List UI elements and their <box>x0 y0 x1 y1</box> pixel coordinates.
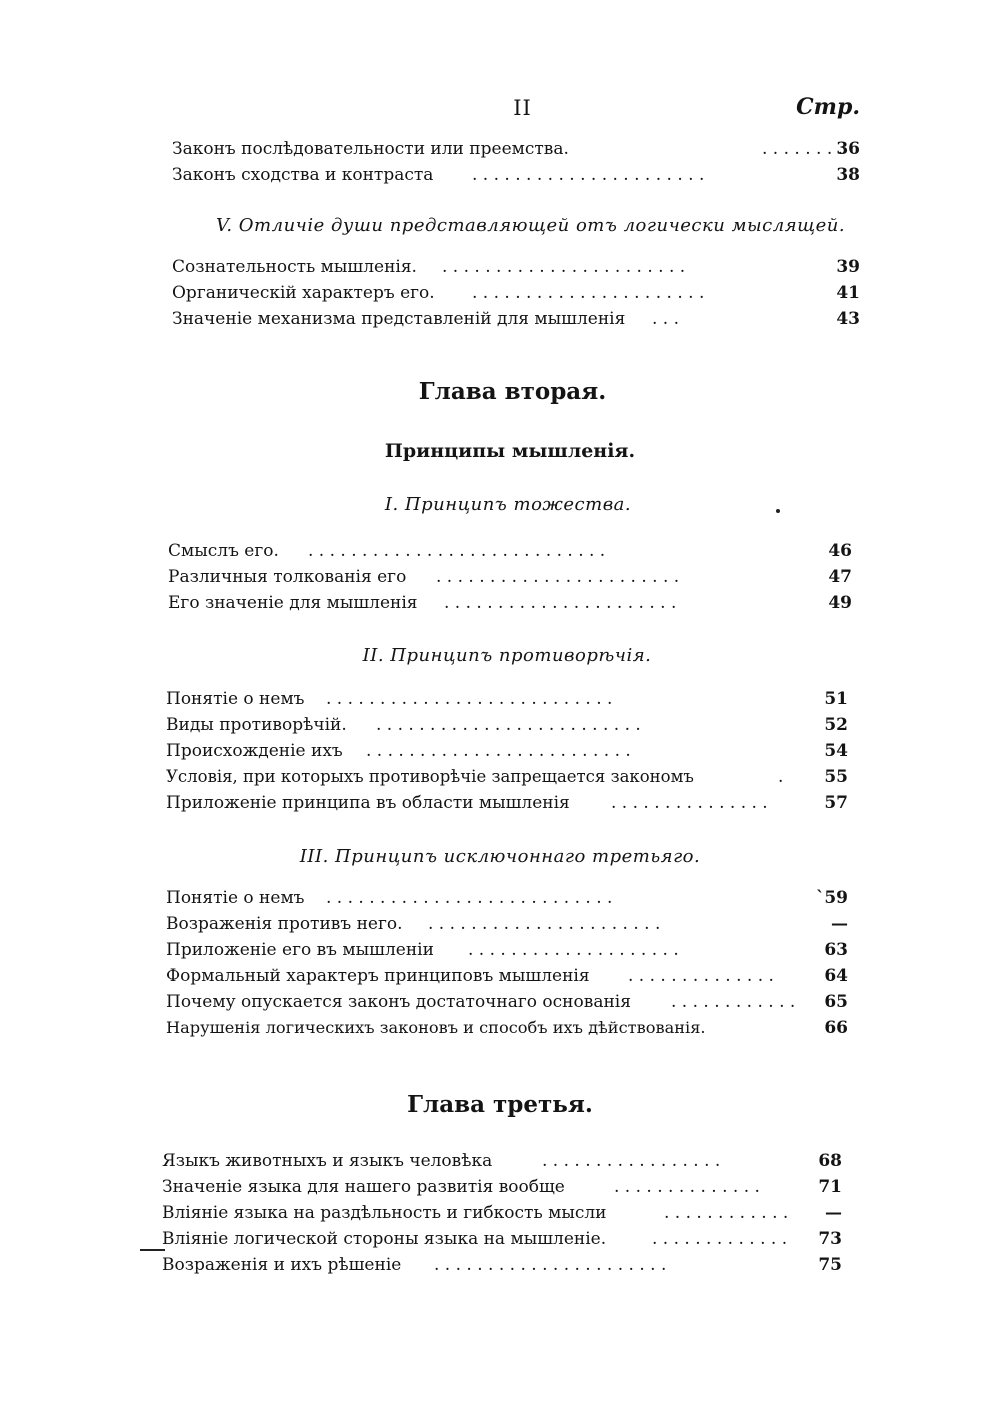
toc-entry-text: Условія, при которыхъ противорѣчіе запрещается закономъ <box>166 767 694 786</box>
toc-entry-text: Органическій характеръ его. <box>172 283 435 303</box>
leader-dots: . . . . . . . . . . . . <box>664 1203 789 1223</box>
section-title: I. Принципъ тожества. <box>384 494 632 515</box>
toc-entry-page: — <box>825 1203 842 1223</box>
leader-dots: . . . . . . . . . . . . . . . . . . . . . . . <box>442 257 686 277</box>
leader-dots: . . . . . . . . . . . . . . <box>628 966 774 986</box>
toc-entry-page: 73 <box>818 1229 842 1249</box>
chapter-title: Глава вторая. <box>418 378 607 405</box>
leader-dots: . . . . . . . . . . . . . . . . . . . . . . <box>472 283 705 303</box>
leader-dots: . . . . . . . . . . . . . . . . . . . . . . . . . . . <box>326 689 613 709</box>
toc-entry-text: Различныя толкованія его <box>168 567 407 587</box>
toc-entry-page: 63 <box>824 940 848 960</box>
toc-entry-page: 54 <box>824 741 848 761</box>
toc-entry-text: Виды противорѣчій. <box>166 715 347 735</box>
toc-entry-text: Законъ сходства и контраста <box>172 165 434 185</box>
toc-entry-page: 64 <box>824 966 848 986</box>
page-number: II <box>513 96 532 120</box>
leader-dots: . . . . . . . . . . . . . . . . . . . . . . . . . <box>376 715 641 735</box>
toc-entry-page: 71 <box>818 1177 842 1197</box>
toc-entry-text: Почему опускается законъ достаточнаго основанія <box>166 992 631 1012</box>
toc-entry-text: Приложеніе его въ мышленіи <box>166 940 434 960</box>
section-title: II. Принципъ противорѣчія. <box>362 645 652 666</box>
toc-entry-page: 52 <box>824 715 848 735</box>
toc-entry-page: 55 <box>824 767 848 787</box>
toc-entry-page: 75 <box>818 1255 842 1275</box>
toc-entry-page: `59 <box>815 888 848 908</box>
section-title: V. Отличіе души представляющей отъ логически мыслящей. <box>216 215 846 236</box>
toc-entry-page: 41 <box>836 283 860 303</box>
toc-entry-page: 38 <box>836 165 860 185</box>
toc-entry-text: Понятіе о немъ <box>166 689 305 709</box>
section-title: III. Принципъ исключоннаго третьяго. <box>299 846 701 867</box>
leader-dots: . . . . . . . . . . . . . . . . . . . . . . . . . . . <box>326 888 613 908</box>
toc-entry-page: 65 <box>824 992 848 1012</box>
stray-ink-dot <box>776 509 780 513</box>
toc-entry-page: 51 <box>824 689 848 709</box>
toc-entry-text: Вліяніе языка на раздѣльность и гибкость мысли <box>162 1203 607 1223</box>
leader-dots: . <box>778 767 784 787</box>
chapter-subtitle: Принципы мышленія. <box>384 440 636 462</box>
leader-dots: . . . . . . . . . . . . . <box>652 1229 788 1249</box>
leader-dots: . . . . . . . . . . . . . . . . . . . . . . <box>434 1255 667 1275</box>
toc-entry-text: Происхожденіе ихъ <box>166 741 343 761</box>
toc-entry-text: Значеніе механизма представленій для мышленія <box>172 309 626 329</box>
toc-entry-page: 36 <box>836 139 860 159</box>
leader-dots: . . . . . . . . . . . . . . . . . . . . . . <box>472 165 705 185</box>
leader-dots: . . . . . . . . . . . . <box>671 992 796 1012</box>
chapter-title: Глава третья. <box>407 1091 593 1118</box>
leader-dots: . . . . . . . . . . . . . . . . . . . . <box>468 940 679 960</box>
leader-dots: . . . . . . . . . . . . . . . . . . . . . . <box>428 914 661 934</box>
leader-dots: . . . . . . . . . . . . . . . . . . . . . . . . . . . . <box>308 541 606 561</box>
leader-dots: . . . <box>652 309 680 329</box>
toc-entry-page: 46 <box>828 541 852 561</box>
toc-entry-text: Приложеніе принципа въ области мышленія <box>166 793 570 813</box>
toc-entry-page: 66 <box>824 1018 848 1038</box>
leader-dots: . . . . . . . . . . . . . . . . . . . . . . . <box>436 567 680 587</box>
toc-entry-text: Сознательность мышленія. <box>172 257 417 277</box>
toc-entry-text: Возраженія противъ него. <box>166 914 403 934</box>
leader-dots: . . . . . . . . . . . . . . . . . . . . . . <box>444 593 677 613</box>
toc-entry-text: Законъ послѣдовательности или преемства. <box>172 139 569 159</box>
toc-entry-page: 68 <box>818 1151 842 1171</box>
toc-entry-page: 47 <box>828 567 852 587</box>
leader-dots: . . . . . . . . . . . . . . <box>614 1177 760 1197</box>
toc-entry-text: Языкъ животныхъ и языкъ человѣка <box>162 1151 493 1171</box>
toc-entry-text: Формальный характеръ принциповъ мышленія <box>166 966 590 986</box>
toc-entry-text: Возраженія и ихъ рѣшеніе <box>162 1255 402 1275</box>
page-column-label: Стр. <box>796 94 860 120</box>
leader-dots: . . . . . . . . . . . . . . . . . <box>542 1151 721 1171</box>
toc-entry-text: Его значеніе для мышленія <box>168 593 418 613</box>
toc-entry-page: — <box>831 914 848 934</box>
toc-entry-text: Значеніе языка для нашего развитія вообще <box>162 1177 565 1197</box>
toc-entry-page: 49 <box>828 593 852 613</box>
toc-entry-text: Вліяніе логической стороны языка на мышленіе. <box>162 1229 607 1249</box>
leader-dots: . . . . . . . . . . . . . . . <box>611 793 768 813</box>
toc-entry-text: Понятіе о немъ <box>166 888 305 908</box>
leader-dots: . . . . . . . . <box>762 139 844 159</box>
toc-entry-page: 39 <box>836 257 860 277</box>
toc-entry-page: 57 <box>824 793 848 813</box>
toc-entry-page: 43 <box>836 309 860 329</box>
toc-entry-text: Смыслъ его. <box>168 541 279 561</box>
toc-entry-text: Нарушенія логическихъ законовъ и способъ ихъ дѣйствованія. <box>166 1018 706 1037</box>
leader-dots: . . . . . . . . . . . . . . . . . . . . . . . . . <box>366 741 631 761</box>
